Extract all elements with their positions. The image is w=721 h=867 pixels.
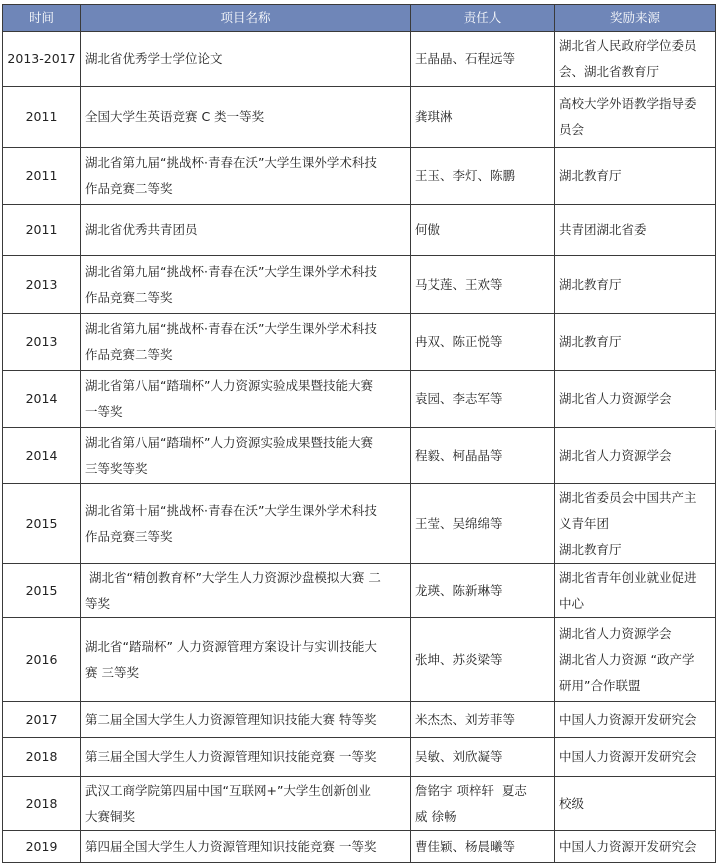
- cell-award-source: [555, 256, 716, 314]
- cell-project-name-line: 第二届全国大学生人力资源管理知识技能大赛 特等奖: [85, 711, 377, 727]
- cell-project-name-line: 三等奖等奖: [85, 460, 148, 476]
- cell-award-source-line: 校级: [559, 795, 585, 811]
- cell-responsible-person: [411, 428, 555, 484]
- cell-award-source-line: 中心: [559, 595, 585, 611]
- header-time: 时间: [3, 5, 81, 32]
- cell-project-name-line: 作品竞赛二等奖: [85, 347, 173, 362]
- cell-award-source-line: 湖北教育厅: [559, 168, 622, 183]
- cell-project-name-line: 作品竞赛二等奖: [85, 181, 173, 196]
- cell-project-name-line: 大赛铜奖: [85, 808, 136, 824]
- cell-project-name: [81, 148, 411, 205]
- cell-time: 2015: [3, 564, 81, 618]
- cell-project-name: [81, 256, 411, 314]
- cell-responsible-person: [411, 738, 555, 777]
- table-row: [3, 831, 716, 863]
- cell-award-source-line: 中国人力资源开发研究会: [559, 838, 697, 854]
- table-row: [3, 32, 716, 87]
- cell-award-source-line: 湖北省人民政府学位委员: [559, 38, 697, 53]
- cell-award-source: [555, 148, 716, 205]
- cell-project-name-line: 湖北省“踏瑞杯” 人力资源管理方案设计与实训技能大: [85, 638, 377, 654]
- cell-responsible-person-line: 袁园、李志军等: [415, 391, 503, 406]
- cell-responsible-person-line: 龙瑛、陈新琳等: [415, 582, 503, 598]
- cell-project-name-line: 湖北省第九届“挑战杯·青春在沃”大学生课外学术科技: [85, 155, 377, 170]
- cell-project-name: [81, 314, 411, 371]
- cell-award-source: [555, 484, 716, 564]
- cell-award-source-line: 会、湖北省教育厅: [559, 64, 660, 79]
- table-row: [3, 618, 716, 702]
- table-row: [3, 484, 716, 564]
- cell-award-source-line: 员会: [559, 122, 585, 137]
- cell-responsible-person-line: 王玉、李灯、陈鹏: [415, 168, 516, 183]
- cell-project-name-line: 湖北省第九届“挑战杯·青春在沃”大学生课外学术科技: [85, 263, 377, 279]
- table-row: [3, 87, 716, 148]
- cell-award-source-line: 湖北省青年创业就业促进: [559, 569, 697, 585]
- cell-time: 2014: [3, 428, 81, 484]
- cell-project-name: [81, 777, 411, 831]
- cell-responsible-person-line: 王莹、吴绵绵等: [415, 515, 503, 531]
- cell-award-source-line: 湖北教育厅: [559, 541, 622, 557]
- cell-responsible-person-line: 何傲: [415, 222, 441, 237]
- cell-time: 2013-2017: [3, 32, 81, 87]
- cell-responsible-person-line: 程毅、柯晶晶等: [415, 447, 503, 463]
- cell-award-source-line: 湖北省人力资源学会: [559, 447, 672, 463]
- cell-award-source-line: 湖北教育厅: [559, 334, 622, 349]
- header-row: [3, 5, 716, 32]
- table-row: [3, 564, 716, 618]
- cell-award-source-line: 湖北教育厅: [559, 276, 622, 292]
- cell-time: 2011: [3, 87, 81, 148]
- cell-award-source-line: 研用”合作联盟: [559, 677, 641, 693]
- cell-project-name: [81, 428, 411, 484]
- table-row: [3, 205, 716, 256]
- cell-award-source-line: 中国人力资源开发研究会: [559, 749, 697, 764]
- cell-time: 2011: [3, 148, 81, 205]
- cell-award-source-line: 湖北省人力资源学会: [559, 391, 672, 406]
- cell-award-source-line: 湖北省人力资源学会: [559, 625, 672, 641]
- cell-project-name-line: 湖北省优秀学士学位论文: [85, 51, 223, 66]
- awards-table: [2, 4, 716, 863]
- cell-time: 2019: [3, 831, 81, 863]
- cell-project-name-line: 武汉工商学院第四届中国“互联网+”大学生创新创业: [85, 782, 371, 798]
- table-row: [3, 314, 716, 371]
- cell-responsible-person: [411, 32, 555, 87]
- cell-responsible-person: [411, 702, 555, 738]
- cell-award-source-line: 共青团湖北省委: [559, 222, 647, 237]
- cell-project-name-line: 作品竞赛三等奖: [85, 528, 173, 544]
- table-row: [3, 777, 716, 831]
- cell-responsible-person: [411, 87, 555, 148]
- cell-award-source-line: 义青年团: [559, 515, 610, 531]
- cell-project-name: [81, 32, 411, 87]
- table-row: [3, 148, 716, 205]
- cell-responsible-person-line: 米杰杰、刘芳菲等: [415, 711, 516, 727]
- cell-project-name: [81, 371, 411, 428]
- cell-award-source: [555, 314, 716, 371]
- cell-award-source: [555, 564, 716, 618]
- cell-project-name-line: 湖北省第九届“挑战杯·青春在沃”大学生课外学术科技: [85, 321, 377, 336]
- cell-award-source-line: 高校大学外语教学指导委: [559, 96, 697, 111]
- cell-project-name-line: 湖北省优秀共青团员: [85, 222, 198, 237]
- cell-responsible-person: [411, 314, 555, 371]
- cell-project-name-line: 赛 三等奖: [85, 664, 139, 680]
- cell-award-source: [555, 205, 716, 256]
- cell-project-name: [81, 484, 411, 564]
- cell-project-name: [81, 702, 411, 738]
- cell-project-name-line: 湖北省第十届“挑战杯·青春在沃”大学生课外学术科技: [85, 502, 377, 518]
- table-row: [3, 256, 716, 314]
- cell-responsible-person-line: 马艾莲、王欢等: [415, 276, 503, 292]
- table-row: [3, 702, 716, 738]
- cell-project-name: [81, 738, 411, 777]
- cell-responsible-person-line: 冉双、陈正悦等: [415, 334, 503, 349]
- cell-project-name: [81, 831, 411, 863]
- cell-responsible-person: [411, 564, 555, 618]
- scroll-edge-mark: [715, 410, 721, 430]
- cell-award-source: [555, 32, 716, 87]
- cell-responsible-person-line: 詹铭宇 项梓轩 夏志: [415, 782, 527, 798]
- cell-responsible-person-line: 王晶晶、石程远等: [415, 51, 516, 66]
- cell-responsible-person: [411, 484, 555, 564]
- cell-project-name: [81, 87, 411, 148]
- cell-award-source-line: 中国人力资源开发研究会: [559, 711, 697, 727]
- cell-responsible-person-line: 张坤、苏炎梁等: [415, 651, 503, 667]
- header-award-source: 奖励来源: [555, 5, 716, 32]
- cell-time: 2016: [3, 618, 81, 702]
- cell-award-source: [555, 777, 716, 831]
- cell-project-name-line: 第三届全国大学生人力资源管理知识技能竞赛 一等奖: [85, 749, 377, 764]
- header-responsible-person: 责任人: [411, 5, 555, 32]
- cell-time: 2013: [3, 314, 81, 371]
- cell-responsible-person: [411, 148, 555, 205]
- cell-award-source: [555, 702, 716, 738]
- cell-award-source-line: 湖北省人力资源 “政产学: [559, 651, 695, 667]
- cell-award-source: [555, 618, 716, 702]
- table-body: [3, 32, 716, 863]
- cell-responsible-person: [411, 371, 555, 428]
- cell-project-name: [81, 618, 411, 702]
- cell-project-name: [81, 564, 411, 618]
- cell-project-name: [81, 205, 411, 256]
- cell-award-source: [555, 87, 716, 148]
- cell-award-source: [555, 831, 716, 863]
- cell-project-name-line: 作品竞赛二等奖: [85, 289, 173, 305]
- cell-time: 2018: [3, 777, 81, 831]
- cell-project-name-line: 全国大学生英语竞赛 C 类一等奖: [85, 109, 265, 124]
- cell-project-name-line: 第四届全国大学生人力资源管理知识技能竞赛 一等奖: [85, 838, 377, 854]
- cell-responsible-person-line: 威 徐畅: [415, 808, 457, 824]
- cell-award-source: [555, 738, 716, 777]
- cell-time: 2015: [3, 484, 81, 564]
- table-row: [3, 371, 716, 428]
- cell-project-name-line: 湖北省第八届“踏瑞杯”人力资源实验成果暨技能大赛: [85, 434, 373, 450]
- cell-responsible-person-line: 吴敏、刘欣凝等: [415, 749, 503, 764]
- cell-award-source: [555, 428, 716, 484]
- cell-responsible-person: [411, 777, 555, 831]
- cell-responsible-person-line: 龚琪淋: [415, 109, 453, 124]
- cell-project-name-line: 湖北省“精创教育杯”大学生人力资源沙盘模拟大赛 二: [85, 569, 381, 585]
- cell-time: 2014: [3, 371, 81, 428]
- cell-project-name-line: 一等奖: [85, 404, 123, 419]
- cell-responsible-person-line: 曹佳颖、杨晨曦等: [415, 838, 516, 854]
- header-project-name: 项目名称: [81, 5, 411, 32]
- table-row: [3, 738, 716, 777]
- cell-responsible-person: [411, 205, 555, 256]
- cell-responsible-person: [411, 618, 555, 702]
- cell-time: 2017: [3, 702, 81, 738]
- cell-responsible-person: [411, 256, 555, 314]
- cell-project-name-line: 等奖: [85, 595, 111, 611]
- cell-award-source-line: 湖北省委员会中国共产主: [559, 489, 697, 505]
- cell-time: 2018: [3, 738, 81, 777]
- cell-award-source: [555, 371, 716, 428]
- cell-responsible-person: [411, 831, 555, 863]
- table-row: [3, 428, 716, 484]
- cell-time: 2011: [3, 205, 81, 256]
- cell-time: 2013: [3, 256, 81, 314]
- cell-project-name-line: 湖北省第八届“踏瑞杯”人力资源实验成果暨技能大赛: [85, 378, 373, 393]
